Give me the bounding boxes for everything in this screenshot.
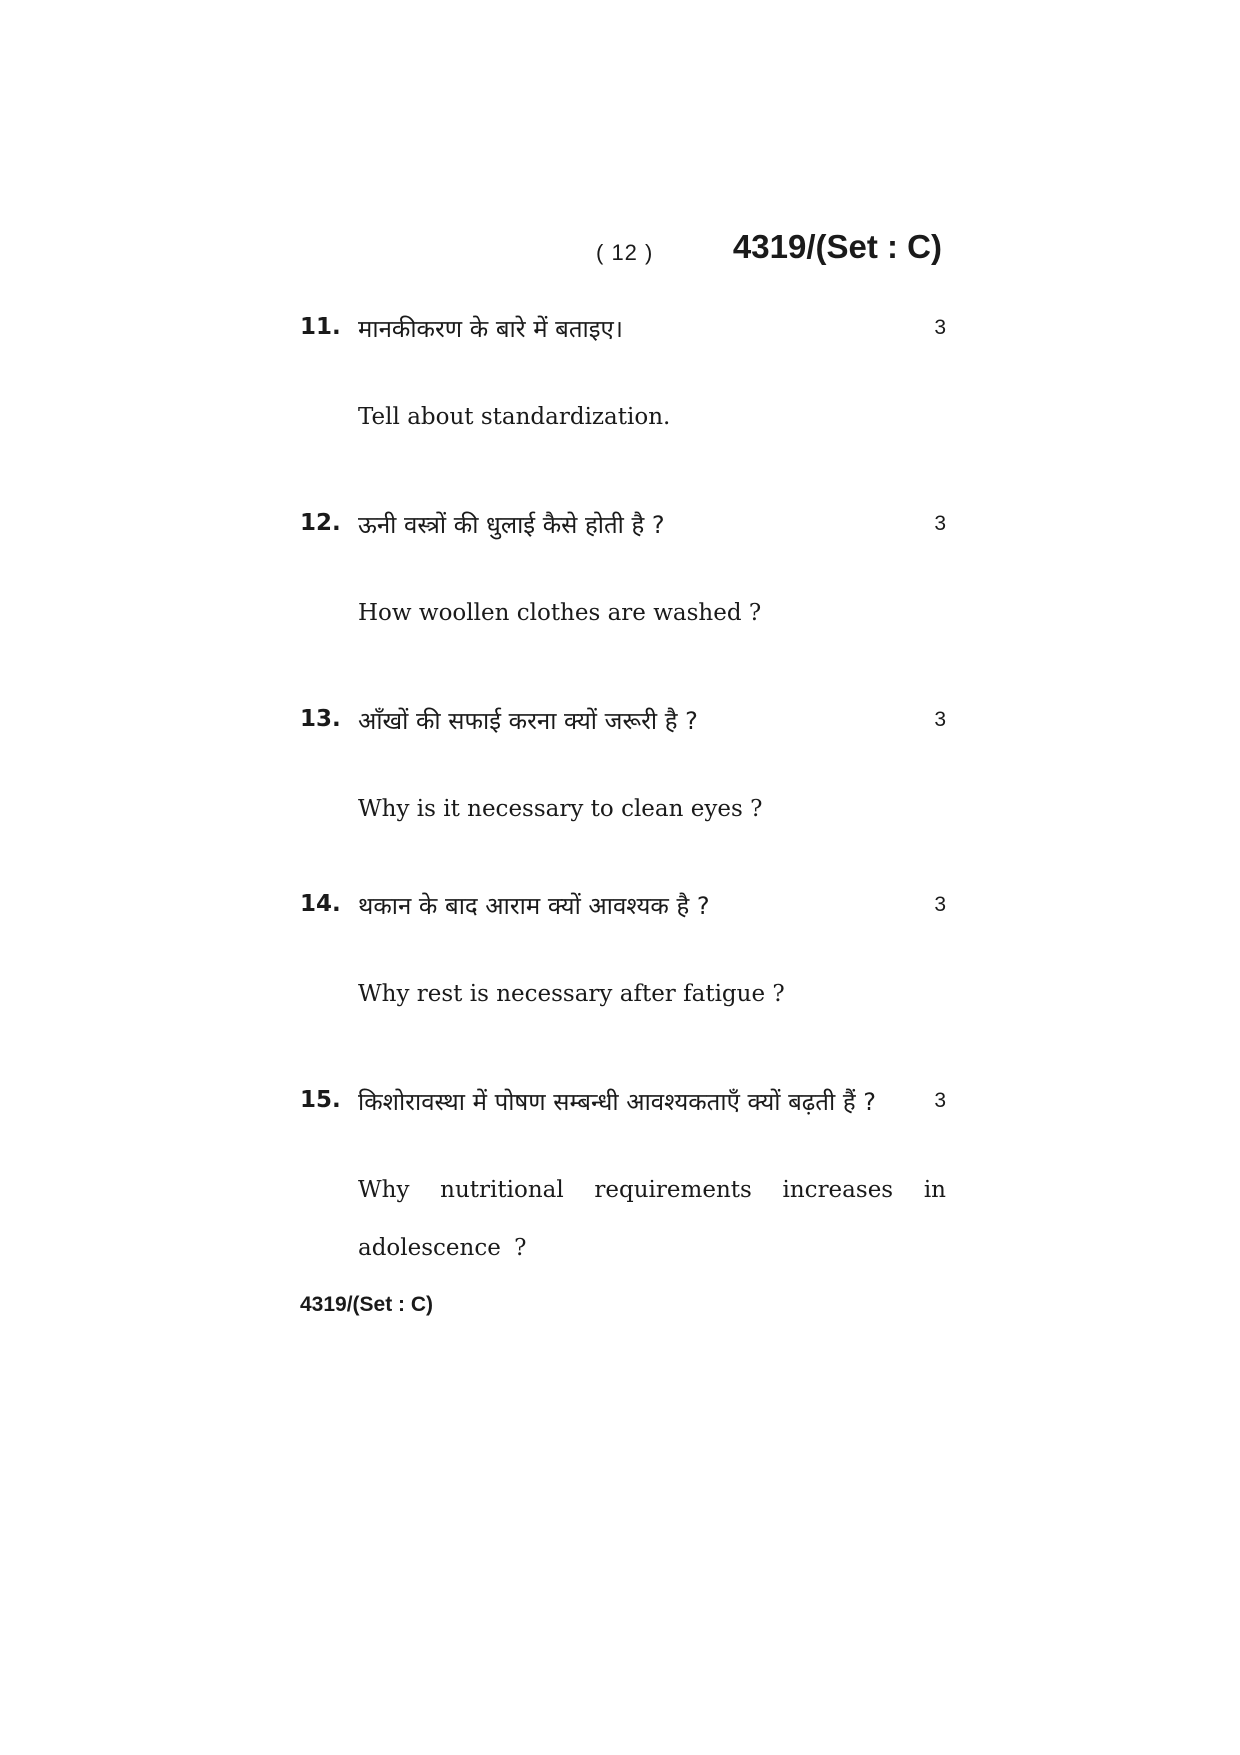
question-english-text: Why is it necessary to clean eyes ?: [358, 796, 763, 822]
header-paper-code: 4319/(Set : C): [732, 228, 942, 265]
question-marks: 3: [934, 893, 946, 916]
question-14: [300, 891, 946, 1023]
question-number: 15.: [300, 1087, 341, 1113]
question-number: 14.: [300, 891, 341, 917]
question-marks: 3: [934, 316, 946, 339]
question-number: 11.: [300, 314, 341, 340]
question-marks: 3: [934, 512, 946, 535]
question-11: [300, 314, 946, 446]
question-hindi-text: ऊनी वस्त्रों की धुलाई कैसे होती है ?: [358, 511, 665, 539]
question-hindi-text: किशोरावस्था में पोषण सम्बन्धी आवश्यकताएँ क्यों बढ़ती हैं ?: [358, 1088, 876, 1116]
question-13: [300, 706, 946, 838]
question-english-text: Why nutritional requirements increases in adolescence ?: [358, 1177, 946, 1261]
question-english-text: How woollen clothes are washed ?: [358, 600, 762, 626]
question-hindi-text: थकान के बाद आराम क्यों आवश्यक है ?: [358, 892, 710, 920]
question-line: [300, 891, 946, 931]
question-line: [300, 706, 946, 746]
question-line: [300, 314, 946, 354]
question-hindi-text: मानकीकरण के बारे में बताइए।: [358, 315, 623, 343]
question-english-text: Why rest is necessary after fatigue ?: [358, 981, 785, 1007]
question-line: [300, 1087, 946, 1127]
question-marks: 3: [934, 708, 946, 731]
question-12: [300, 510, 946, 642]
question-number: 12.: [300, 510, 341, 536]
question-15: [300, 1087, 946, 1277]
question-english-text: Tell about standardization.: [358, 404, 671, 430]
question-number: 13.: [300, 706, 341, 732]
page-number: ( 12 ): [596, 240, 654, 265]
footer-paper-code: 4319/(Set : C): [300, 1293, 434, 1316]
question-marks: 3: [934, 1089, 946, 1112]
question-line: [300, 510, 946, 550]
question-hindi-text: आँखों की सफाई करना क्यों जरूरी है ?: [358, 707, 698, 735]
